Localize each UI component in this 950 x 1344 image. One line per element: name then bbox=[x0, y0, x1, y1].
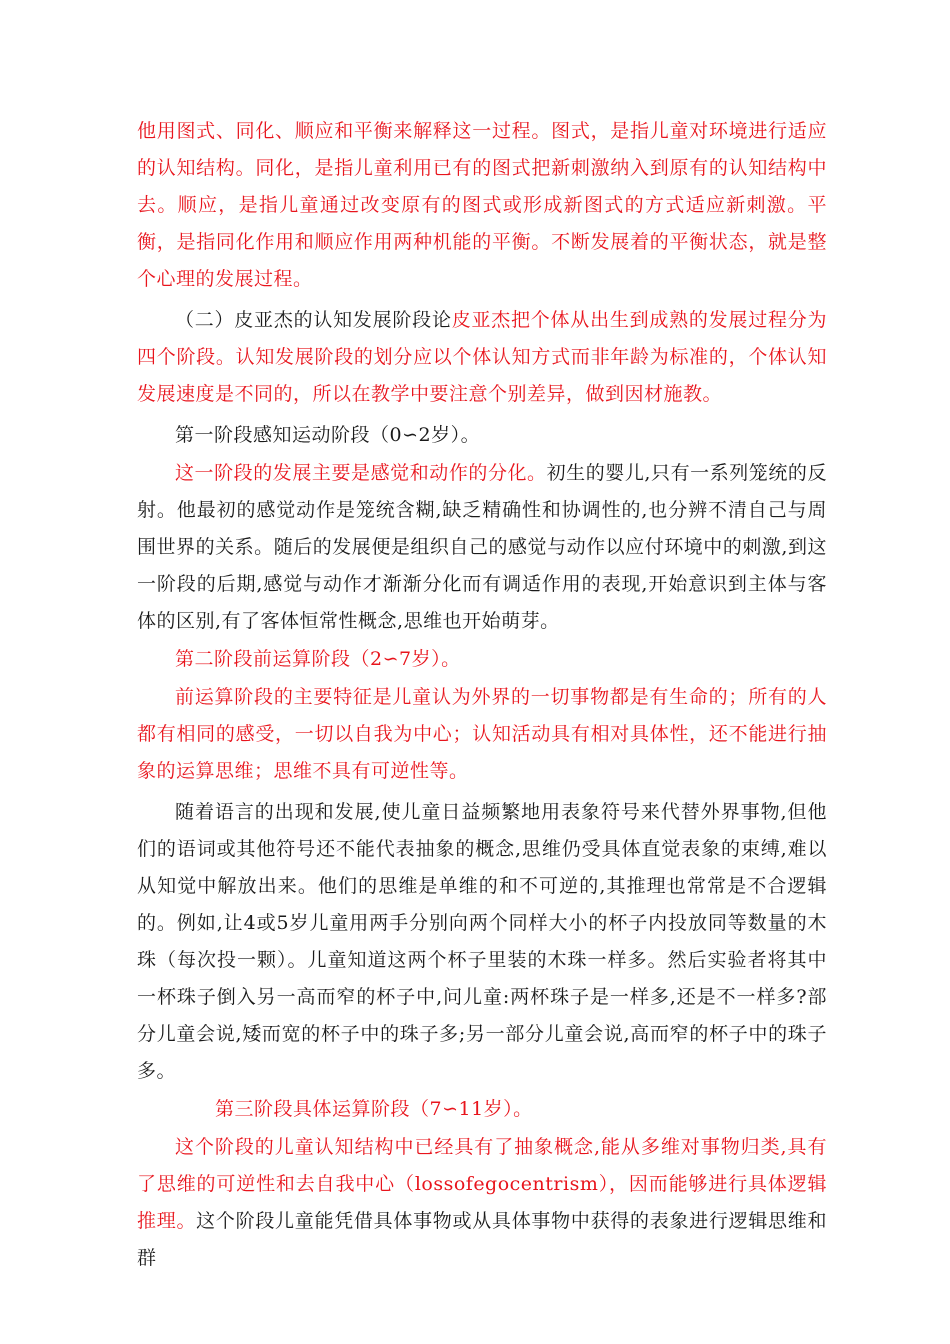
text-segment: 这个阶段儿童能凭借具体事物或从具体事物中获得的表象进行逻辑思维和群 bbox=[137, 1210, 827, 1269]
paragraph-schema-definitions bbox=[137, 113, 827, 298]
paragraph-stage-3-description bbox=[137, 1129, 827, 1277]
paragraph-stage-1-description bbox=[137, 455, 827, 640]
paragraph-stage-2-features bbox=[137, 679, 827, 790]
text-segment: 第三阶段具体运算阶段（7∽11岁）。 bbox=[215, 1098, 533, 1120]
stage-1-heading bbox=[137, 417, 827, 454]
text-segment: 前运算阶段的主要特征是儿童认为外界的一切事物都是有生命的；所有的人都有相同的感受，一切以自我为中心；认知活动具有相对具体性，还不能进行抽象的运算思维；思维不具有可逆性等。 bbox=[137, 686, 827, 782]
text-segment: 皮亚杰把个体从出生到成熟的发展过程分为四个阶段。认知发展阶段的划分应以个体认知方式而非年龄为标准的，个体认知发展速度是不同的，所以在教学中要注意个别差异，做到因材施教。 bbox=[137, 309, 827, 405]
text-segment: 随着语言的出现和发展,使儿童日益频繁地用表象符号来代替外界事物,但他们的语词或其他符号还不能代表抽象的概念,思维仍受具体直觉表象的束缚,难以从知觉中解放出来。他们的思维是单维的和不可逆的,其推理也常常是不合逻辑的。例如,让4或5岁儿童用两手分别向两个同样大小的杯子内投放同等数量的木珠（每次投一颗）。儿童知道这两个杯子里装的木珠一样多。然后实验者将其中一杯珠子倒入另一高而窄的杯子中,问儿童:两杯珠子是一样多,还是不一样多?部分儿童会说,矮而宽的杯子中的珠子多;另一部分儿童会说,高而窄的杯子中的珠子多。 bbox=[137, 801, 827, 1082]
text-segment: 这个阶段的儿童认知结构中已经具有了抽象概念,能从多维对事物归类,具有了思维的可逆性和去自我中心（lossofegocentrism），因而能够进行具体逻辑推理。 bbox=[137, 1136, 827, 1232]
paragraph-stage-2-description bbox=[137, 794, 827, 1090]
text-segment: 第一阶段感知运动阶段（0∽2岁）。 bbox=[175, 424, 481, 446]
stage-2-heading bbox=[137, 641, 827, 678]
section-heading: （二）皮亚杰的认知发展阶段论 bbox=[175, 309, 452, 331]
text-segment: 他用图式、同化、顺应和平衡来解释这一过程。图式，是指儿童对环境进行适应的认知结构。同化，是指儿童利用已有的图式把新刺激纳入到原有的认知结构中去。顺应，是指儿童通过改变原有的图式或形成新图式的方式适应新刺激。平衡，是指同化作用和顺应作用两种机能的平衡。不断发展着的平衡状态，就是整个心理的发展过程。 bbox=[137, 120, 827, 290]
document-body bbox=[137, 113, 827, 1277]
text-segment: 第二阶段前运算阶段（2∽7岁）。 bbox=[175, 648, 461, 670]
text-segment: 这一阶段的发展主要是感觉和动作的分化。 bbox=[175, 462, 547, 484]
stage-3-heading bbox=[137, 1091, 827, 1128]
text-segment: 初生的婴儿,只有一系列笼统的反射。他最初的感觉动作是笼统含糊,缺乏精确性和协调性的,也分辨不清自己与周围世界的关系。随后的发展便是组织自己的感觉与动作以应付环境中的刺激,到这一阶段的后期,感觉与动作才渐渐分化而有调适作用的表现,开始意识到主体与客体的区别,有了客体恒常性概念,思维也开始萌芽。 bbox=[137, 462, 827, 632]
paragraph-stage-theory-intro bbox=[137, 302, 827, 413]
